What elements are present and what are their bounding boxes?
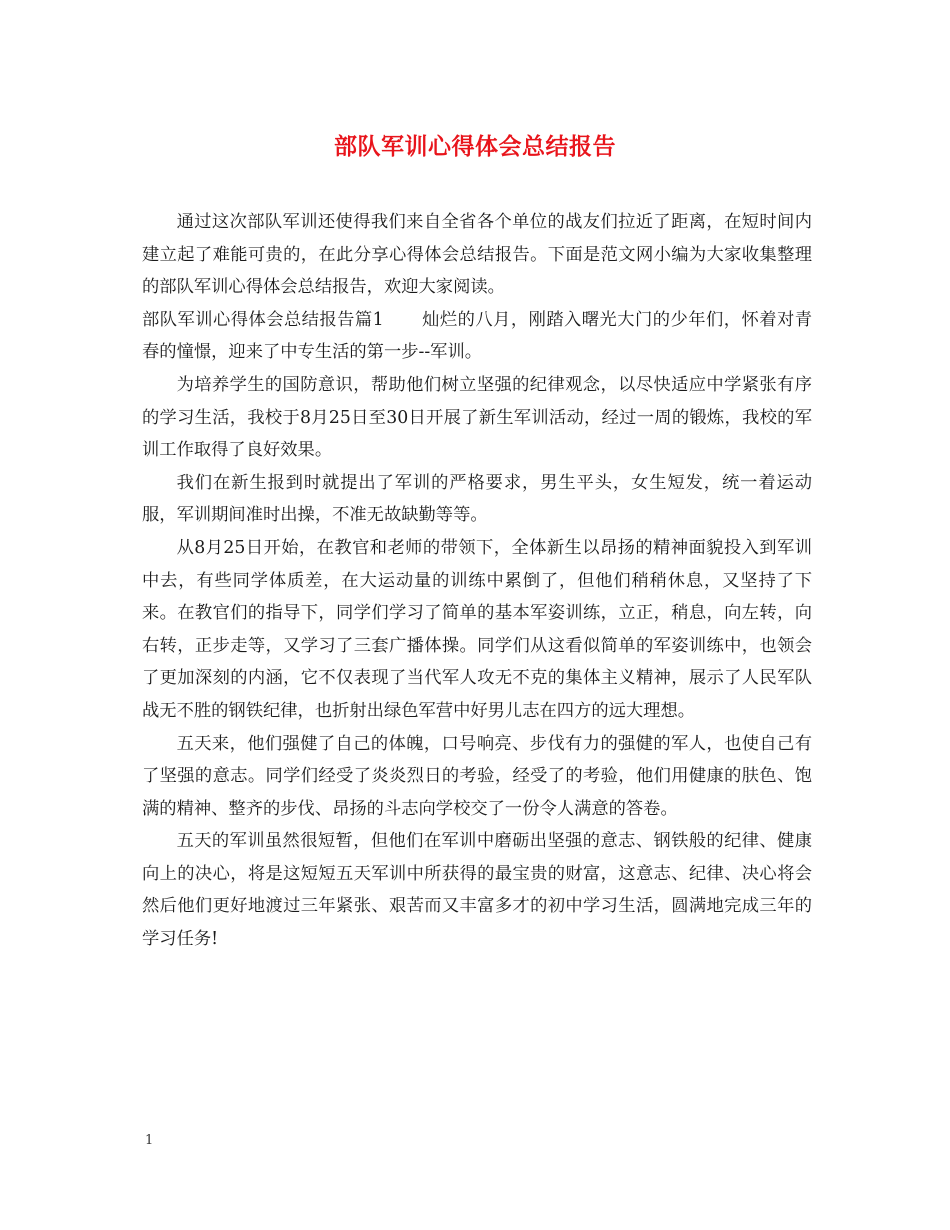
paragraph-4: 从8月25日开始，在教官和老师的带领下，全体新生以昂扬的精神面貌投入到军训中去，有些同学体质差，在大运动量的训练中累倒了，但他们稍稍休息，又坚持了下来。在教官们的指导下，同学们学习了简单的基本军姿训练，立正，稍息，向左转，向右转，正步走等，又学习了三套广播体操。同学们从这看似简单的军姿训练中，也领会了更加深刻的内涵，它不仅表现了当代军人攻无不克的集体主义精神，展示了人民军队战无不胜的钢铁纪律，也折射出绿色军营中好男儿志在四方的远大理想。 xyxy=(142,537,812,721)
section-heading: 部队军训心得体会总结报告篇1 xyxy=(142,309,384,330)
page-number: 1 xyxy=(145,1133,154,1148)
paragraph-6: 五天的军训虽然很短暂，但他们在军训中磨砺出坚强的意志、钢铁般的纪律、健康向上的决心，将是这短短五天军训中所获得的最宝贵的财富，这意志、纪律、决心将会然后他们更好地渡过三年紧张、艰苦而又丰富多才的初中学习生活，圆满地完成三年的学习任务! xyxy=(142,831,812,950)
intro-paragraph: 通过这次部队军训还使得我们来自全省各个单位的战友们拉近了距离，在短时间内建立起了难能可贵的，在此分享心得体会总结报告。下面是范文网小编为大家收集整理的部队军训心得体会总结报告，欢迎大家阅读。 xyxy=(142,212,812,298)
paragraph-3: 我们在新生报到时就提出了军训的严格要求，男生平头，女生短发，统一着运动服，军训期间准时出操，不准无故缺勤等等。 xyxy=(142,472,812,526)
paragraph-5: 五天来，他们强健了自己的体魄，口号响亮、步伐有力的强健的军人，也使自己有了坚强的意志。同学们经受了炎炎烈日的考验，经受了的考验，他们用健康的肤色、饱满的精神、整齐的步伐、昂扬的斗志向学校交了一份令人满意的答卷。 xyxy=(142,733,812,819)
document-title: 部队军训心得体会总结报告 xyxy=(334,133,616,160)
document-body xyxy=(142,206,812,956)
section-paragraph xyxy=(142,304,812,369)
paragraph-2: 为培养学生的国防意识，帮助他们树立坚强的纪律观念，以尽快适应中学紧张有序的学习生活，我校于8月25日至30日开展了新生军训活动，经过一周的锻炼，我校的军训工作取得了良好效果。 xyxy=(142,374,812,461)
section-first-text: 灿烂的八月，刚踏入曙光大门的少年们，怀着对青春的憧憬，迎来了中专生活的第一步--军训。 xyxy=(142,309,812,363)
